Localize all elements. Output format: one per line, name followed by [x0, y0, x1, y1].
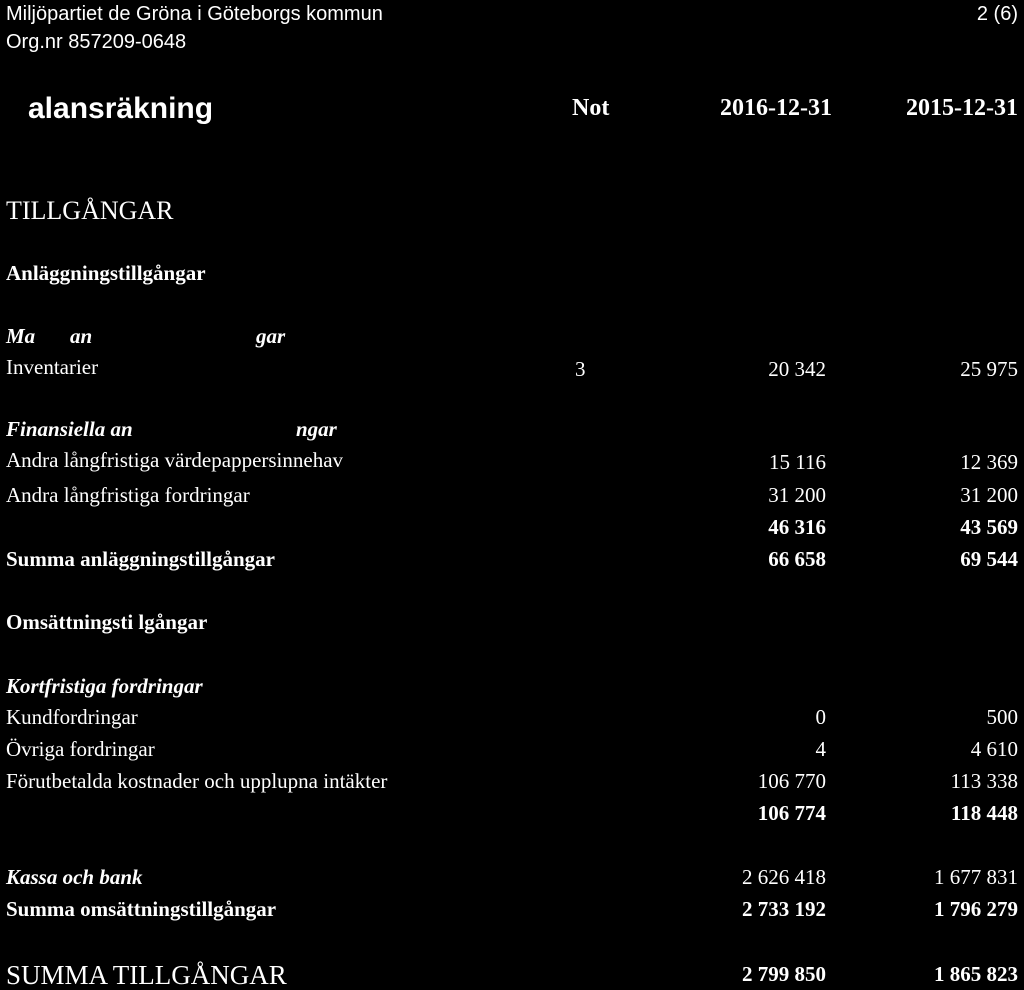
row-value-2016-fordringar-lang: 31 200 — [768, 483, 826, 507]
section-heading-tillgangar: TILLGÅNGAR — [6, 196, 174, 225]
row-value-2016-summa-anlaggning: 66 658 — [768, 547, 826, 571]
row-value-2015-fordringar-lang: 31 200 — [960, 483, 1018, 507]
group-heading-kortfristiga: Kortfristiga fordringar — [6, 674, 203, 698]
subtotal-2016-kortfristiga: 106 774 — [757, 801, 826, 825]
page-title: alansräkning — [28, 92, 214, 125]
row-label-kundfordringar: Kundfordringar — [6, 705, 138, 729]
row-label-ovriga: Övriga fordringar — [6, 737, 155, 761]
row-value-2015-summa-anlaggning: 69 544 — [960, 547, 1018, 571]
subtotal-2016-finansiella: 46 316 — [768, 515, 826, 539]
row-label-summa-anlaggning: Summa anläggningstillgångar — [6, 547, 275, 571]
row-label-inventarier: Inventarier — [6, 355, 99, 379]
row-value-2016-vardepapper: 15 116 — [769, 450, 826, 474]
group-heading-materiella-part3: gar — [256, 324, 286, 348]
column-header-2015: 2015-12-31 — [906, 95, 1018, 121]
row-note-inventarier: 3 — [575, 357, 586, 381]
row-value-2016-summa-omsattning: 2 733 192 — [742, 897, 826, 921]
page-number: 2 (6) — [976, 3, 1018, 25]
row-label-summa-tillgangar: SUMMA TILLGÅNGAR — [6, 960, 287, 990]
group-heading-finansiella-part1: Finansiella an — [6, 417, 133, 441]
row-value-2015-summa-omsattning: 1 796 279 — [934, 897, 1018, 921]
group-heading-finansiella-part2: ngar — [296, 417, 337, 441]
organization-name: Miljöpartiet de Gröna i Göteborgs kommun — [6, 3, 383, 25]
subsection-heading-omsattningstillgangar: Omsättningsti lgångar — [6, 610, 208, 634]
row-value-2016-inventarier: 20 342 — [768, 357, 826, 381]
group-heading-materiella-part1: Ma — [6, 324, 36, 348]
subsection-heading-anlaggningstillgangar: Anläggningstillgångar — [6, 261, 206, 285]
subtotal-2015-kortfristiga: 118 448 — [950, 801, 1018, 825]
column-header-2016: 2016-12-31 — [720, 95, 832, 121]
row-value-2015-summa-tillgangar: 1 865 823 — [934, 962, 1018, 986]
note-column-header: Not — [572, 95, 610, 121]
row-label-forutbetalda: Förutbetalda kostnader och upplupna intäkter — [6, 769, 388, 793]
row-value-2015-vardepapper: 12 369 — [960, 450, 1018, 474]
subtotal-2015-finansiella: 43 569 — [960, 515, 1018, 539]
row-label-fordringar-lang: Andra långfristiga fordringar — [6, 483, 250, 507]
row-value-2015-forutbetalda: 113 338 — [950, 769, 1018, 793]
row-value-2015-ovriga: 4 610 — [970, 737, 1018, 761]
row-value-2016-forutbetalda: 106 770 — [757, 769, 826, 793]
row-value-2015-kassa: 1 677 831 — [934, 865, 1018, 889]
group-heading-materiella-part2: an — [70, 324, 93, 348]
row-value-2016-ovriga: 4 — [815, 737, 826, 761]
row-label-vardepapper: Andra långfristiga värdepappersinnehav — [6, 448, 344, 472]
row-value-2016-kundfordringar: 0 — [815, 705, 826, 729]
organization-number: Org.nr 857209-0648 — [6, 31, 187, 53]
row-label-kassa: Kassa och bank — [6, 865, 143, 889]
row-value-2015-inventarier: 25 975 — [960, 357, 1018, 381]
row-label-summa-omsattning: Summa omsättningstillgångar — [6, 897, 277, 921]
row-value-2016-summa-tillgangar: 2 799 850 — [742, 962, 826, 986]
row-value-2015-kundfordringar: 500 — [986, 705, 1018, 729]
row-value-2016-kassa: 2 626 418 — [742, 865, 826, 889]
